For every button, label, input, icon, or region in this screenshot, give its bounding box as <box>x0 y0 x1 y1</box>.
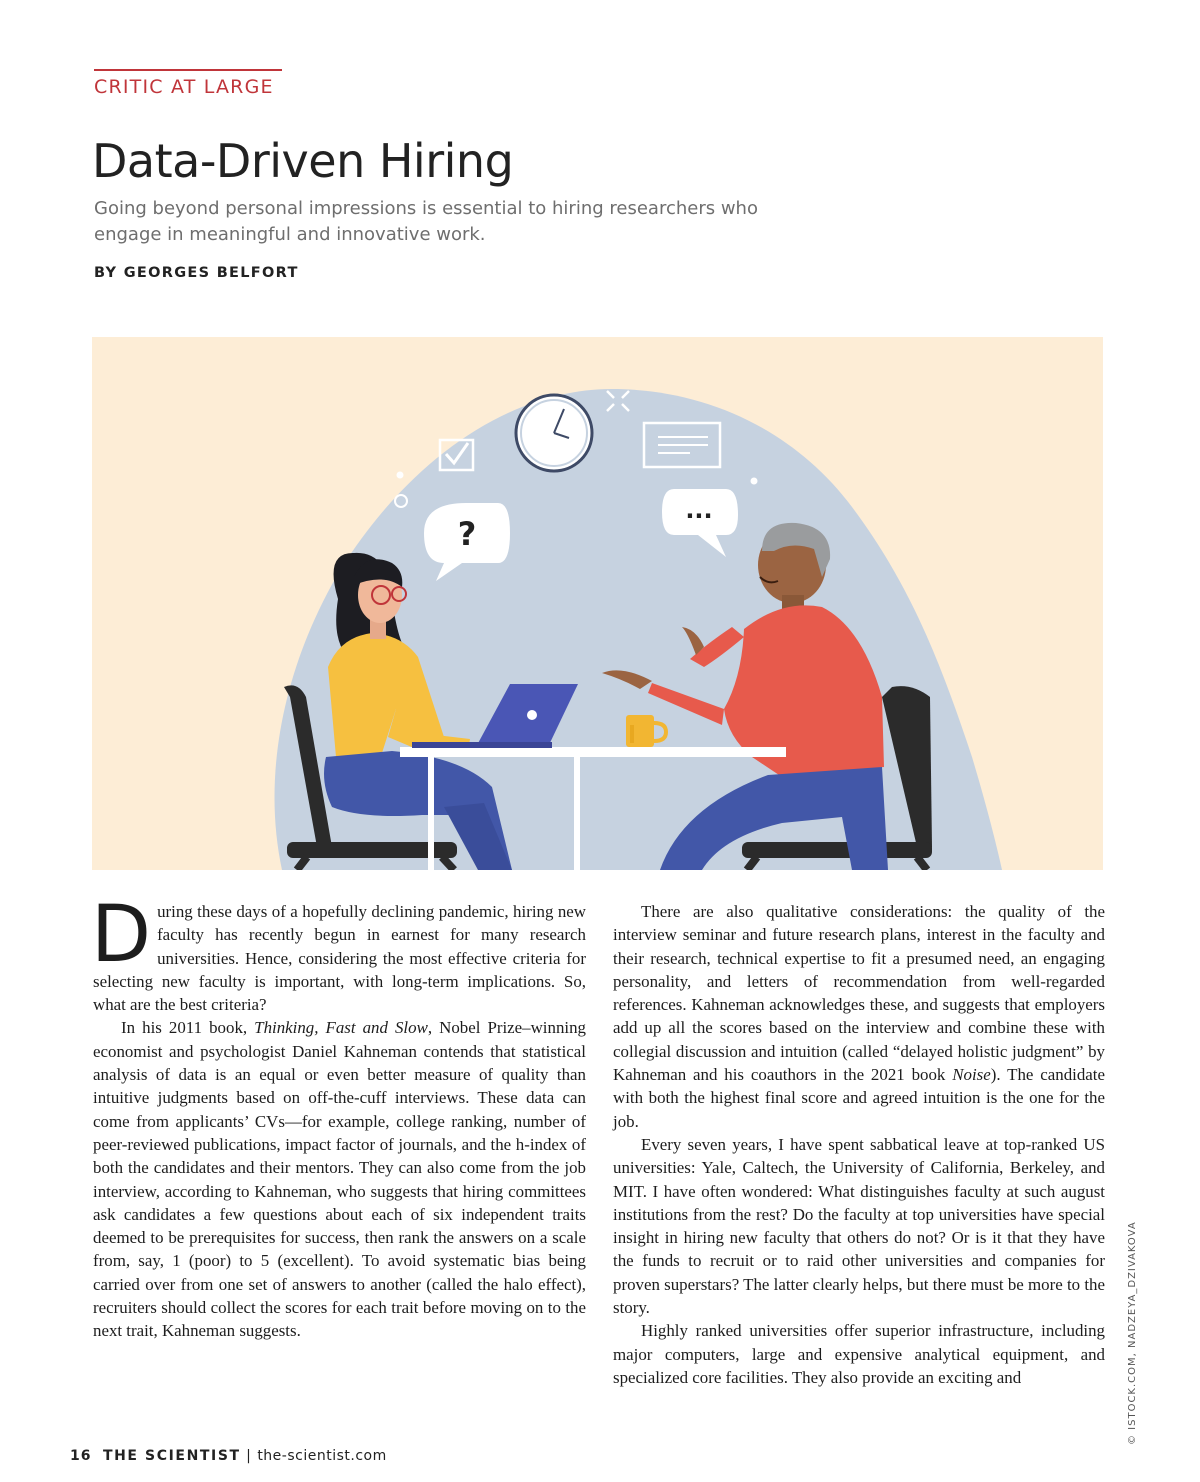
article-dek: Going beyond personal impressions is essential to hiring researchers who engage in meaningful and innovative work. <box>94 198 758 245</box>
article-column-right <box>613 900 1105 1389</box>
book-title: Thinking, Fast and Slow <box>254 1018 428 1038</box>
decor-dot <box>751 478 758 485</box>
page-number: 16 <box>70 1448 92 1464</box>
article-column-left <box>91 890 586 1343</box>
lead-paragraph <box>91 890 586 1016</box>
section-rule <box>94 69 282 71</box>
article-title: Data-Driven Hiring <box>92 134 514 188</box>
book-title: Noise <box>952 1065 991 1085</box>
clock-icon <box>516 395 592 471</box>
paragraph-5: Highly ranked universities offer superior infrastructure, including major computers, large and expensive analytical equipment, and specialized core facilities. They also provide an exciting and <box>613 1321 1105 1387</box>
question-mark: ? <box>457 515 477 553</box>
paragraph-3: There are also qualitative considerations: the quality of the interview seminar and future research plans, interest in the faculty and their research, technical expertise to fit a presumed need, an engaging personality, and letters of recommendation from well-regarded references. Kahneman acknowledges these, and suggests that employers add up all the scores based on the interview and combine these with collegial discussion and intuition (called “delayed holistic judgment” by Kahneman and his coauthors in the 2021 book Noise). The candidate with both the highest final score and agreed intuition is the one for the job. <box>613 902 1105 1131</box>
paragraph-4: Every seven years, I have spent sabbatical leave at top-ranked US universities: Yale, Caltech, the University of California, Berkeley, and MIT. I have often wondered: What distinguishes faculty at such august institutions from the rest? Do the faculty at top universities have special insight in hiring new faculty that others do not? Or is it that they have the funds to recruit or to raid other universities and companies for proven superstars? The latter clearly helps, but there must be more to the story. <box>613 1134 1105 1318</box>
page-footer <box>70 1448 387 1464</box>
decor-dot <box>397 472 404 479</box>
website-url[interactable]: the-scientist.com <box>257 1448 387 1464</box>
paragraph-2: In his 2011 book, Thinking, Fast and Slow, Nobel Prize–winning economist and psychologist Daniel Kahneman contends that statistical analysis of data is an equal or even better measure of quality than intuitive judgments based on off-the-cuff interviews. These data can come from applicants’ CVs—for example, college ranking, number of peer-reviewed publications, impact factor of journals, and the h-index of both the candidates and their mentors. They can also come from the job interview, according to Kahneman, who suggests that hiring committees ask candidates a few questions about each of six independent traits deemed to be prerequisites for success, then rank the answers on a scale from, say, 1 (poor) to 5 (excellent). To avoid systematic bias being carried over from one set of answers to another (called the halo effect), recruiters should collect the scores for each trait before moving on to the next trait, Kahneman suggests. <box>93 1018 586 1341</box>
magazine-name: THE SCIENTIST <box>102 1448 241 1464</box>
ellipsis: ... <box>685 496 713 524</box>
lead-text: uring these days of a hopefully declining pandemic, hiring new faculty has recently begun in earnest for many research universities. Hence, considering the most effective criteria for selecting new faculty is important, with long-term implications. So, what are the best criteria? <box>93 902 586 1015</box>
interview-illustration <box>92 337 1103 870</box>
image-credit: © ISTOCK.COM, NADZEYA_DZIVAKOVA <box>1127 1221 1138 1445</box>
dropcap: D <box>91 890 152 980</box>
section-label: CRITIC AT LARGE <box>94 76 274 98</box>
footer-separator: | <box>246 1448 252 1464</box>
byline: BY GEORGES BELFORT <box>94 265 299 281</box>
